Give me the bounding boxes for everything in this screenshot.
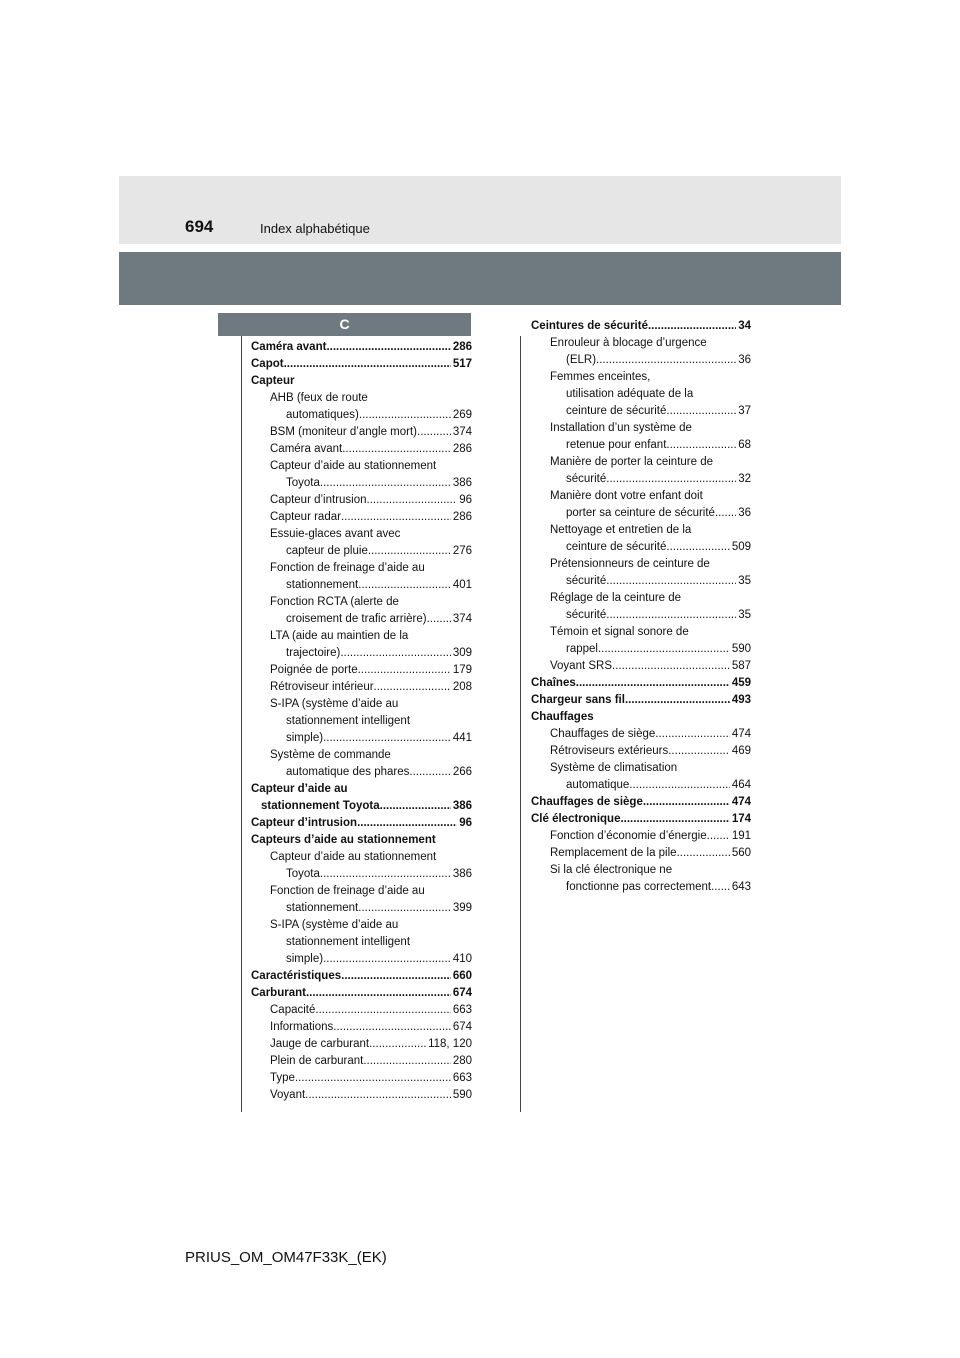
index-entry-term: BSM (moniteur d’angle mort) (270, 426, 417, 438)
index-entry-page: 309 (452, 647, 472, 659)
chapter-band (119, 252, 841, 305)
index-entry-page: 269 (452, 409, 472, 421)
index-entry-term: ceinture de sécurité (566, 405, 667, 417)
index-entry (531, 658, 751, 675)
index-entry (531, 437, 751, 454)
dot-leader (358, 662, 451, 679)
index-entry (531, 488, 751, 505)
index-entry-term: Rétroviseurs extérieurs (550, 745, 669, 757)
index-entry (531, 777, 751, 794)
left-column-rule (241, 336, 242, 1112)
index-entry-term: Voyant SRS (550, 660, 613, 672)
index-entry-page: 386 (452, 477, 472, 489)
index-entry-page: 459 (731, 677, 751, 689)
index-entry-page: 179 (452, 664, 472, 676)
index-entry-term: Poignée de porte (270, 664, 358, 676)
index-entry-term: rappel (566, 643, 598, 655)
index-entry (251, 390, 472, 407)
index-entry-page: 674 (452, 1021, 472, 1033)
index-entry-term: Caméra avant (270, 443, 343, 455)
index-entry (251, 611, 472, 628)
index-entry-term: Capot (251, 358, 284, 370)
index-entry (251, 577, 472, 594)
index-entry (531, 420, 751, 437)
index-entry-term: Chauffages (531, 711, 594, 723)
dot-leader (342, 441, 451, 458)
index-entry (251, 339, 472, 356)
dot-leader (326, 339, 450, 356)
index-entry-page: 386 (452, 800, 472, 812)
index-entry (531, 760, 751, 777)
dot-leader (606, 471, 736, 488)
dot-leader (341, 968, 451, 985)
index-entry-page: 36 (738, 354, 751, 366)
index-entry-term: Système de commande (270, 749, 391, 761)
dot-leader (668, 743, 730, 760)
index-entry-term: Système de climatisation (550, 762, 678, 774)
index-entry-term: Fonction d’économie d’énergie (550, 830, 707, 842)
index-entry-term: stationnement (286, 579, 359, 591)
dot-leader (357, 815, 457, 832)
dot-leader (306, 985, 451, 1002)
index-entry-page: 469 (731, 745, 751, 757)
index-entry (251, 1070, 472, 1087)
index-entry-page: 643 (731, 881, 751, 893)
dot-leader (677, 845, 730, 862)
index-entry-term: Clé électronique (531, 813, 621, 825)
index-entry-page: 266 (452, 766, 472, 778)
dot-leader (409, 764, 450, 781)
index-entry (251, 543, 472, 560)
index-entry-page: 663 (452, 1004, 472, 1016)
index-entry-page: 587 (731, 660, 751, 672)
index-entry-term: Si la clé électronique ne (550, 864, 673, 876)
index-entry-term: AHB (feux de route (270, 392, 368, 404)
index-entry-term: automatique (566, 779, 630, 791)
index-entry-page: 96 (459, 494, 472, 506)
index-entry-term: automatiques) (286, 409, 359, 421)
index-entry (251, 628, 472, 645)
dot-leader (606, 573, 736, 590)
index-entry-term: trajectoire) (286, 647, 341, 659)
index-entry (251, 985, 472, 1002)
index-entry (531, 675, 751, 692)
index-entry-page: 280 (452, 1055, 472, 1067)
index-entry (251, 1002, 472, 1019)
index-entry-term: croisement de trafic arrière) (286, 613, 427, 625)
index-entry-page: 174 (731, 813, 751, 825)
index-entry (531, 556, 751, 573)
index-entry-term: Informations (270, 1021, 334, 1033)
index-entry-term: Chargeur sans fil (531, 694, 625, 706)
page-number: 694 (185, 217, 214, 236)
index-entry-term: Toyota (286, 477, 320, 489)
dot-leader (358, 900, 451, 917)
index-entry-page: 286 (452, 341, 472, 353)
index-entry-page: 660 (452, 970, 472, 982)
index-entry (251, 968, 472, 985)
index-entry (531, 726, 751, 743)
index-entry (251, 900, 472, 917)
index-entry-page: 96 (459, 817, 472, 829)
index-entry (251, 475, 472, 492)
index-entry-term: sécurité (566, 575, 607, 587)
index-entry-page: 560 (731, 847, 751, 859)
index-entry-term: (ELR) (566, 354, 597, 366)
dot-leader (596, 352, 736, 369)
dot-leader (612, 658, 730, 675)
index-entry (251, 1036, 472, 1053)
index-entry-term: Jauge de carburant (270, 1038, 370, 1050)
right-column-rule (520, 336, 521, 1112)
index-entry (531, 471, 751, 488)
dot-leader (341, 509, 451, 526)
index-entry (251, 832, 472, 849)
index-entry (531, 352, 751, 369)
dot-leader (427, 611, 451, 628)
dot-leader (666, 539, 729, 556)
dot-leader (305, 1087, 451, 1104)
index-entry (251, 934, 472, 951)
index-entry-page: 474 (731, 728, 751, 740)
index-entry-page: 208 (452, 681, 472, 693)
index-entry-term: sécurité (566, 609, 607, 621)
index-entry-term: capteur de pluie (286, 545, 368, 557)
index-entry-term: Capteur (251, 375, 295, 387)
index-entry (531, 573, 751, 590)
index-entry-page: 286 (452, 443, 472, 455)
dot-leader (643, 794, 730, 811)
index-entry (531, 709, 751, 726)
index-entry-term: Ceintures de sécurité (531, 320, 648, 332)
dot-leader (629, 777, 730, 794)
index-entry-term: Enrouleur à blocage d’urgence (550, 337, 707, 349)
index-entry-term: Chaînes (531, 677, 576, 689)
dot-leader (340, 645, 450, 662)
index-entry-term: LTA (aide au maintien de la (270, 630, 409, 642)
index-entry-page: 590 (731, 643, 751, 655)
index-entry-page: 517 (452, 358, 472, 370)
dot-leader (711, 879, 730, 896)
dot-leader (323, 951, 451, 968)
index-entry-term: porter sa ceinture de sécurité (566, 507, 715, 519)
index-entry (251, 441, 472, 458)
index-entry (531, 862, 751, 879)
index-entry-page: 509 (731, 541, 751, 553)
index-entry (251, 509, 472, 526)
index-entry (251, 951, 472, 968)
dot-leader (666, 437, 736, 454)
index-entry-term: stationnement intelligent (286, 936, 411, 948)
index-entry (251, 679, 472, 696)
dot-leader (320, 866, 451, 883)
dot-leader (655, 726, 730, 743)
index-entry-term: Toyota (286, 868, 320, 880)
index-entry (531, 879, 751, 896)
dot-leader (295, 1070, 451, 1087)
index-entry (251, 424, 472, 441)
index-entry (251, 798, 472, 815)
index-entry-page: 118, 120 (428, 1038, 472, 1050)
index-entry-page: 663 (452, 1072, 472, 1084)
index-entry-term: Fonction de freinage d’aide au (270, 562, 425, 574)
dot-leader (363, 1053, 450, 1070)
index-entry (251, 883, 472, 900)
document-code: PRIUS_OM_OM47F33K_(EK) (185, 1249, 387, 1266)
index-entry (251, 696, 472, 713)
index-entry (251, 1019, 472, 1036)
index-entry (251, 815, 472, 832)
index-entry-page: 374 (452, 613, 472, 625)
dot-leader (367, 492, 458, 509)
index-entry-term: stationnement intelligent (286, 715, 411, 727)
dot-leader (284, 356, 451, 373)
index-entry-page: 36 (738, 507, 751, 519)
index-entry-term: Essuie-glaces avant avec (270, 528, 401, 540)
dot-leader (333, 1019, 451, 1036)
dot-leader (380, 798, 451, 815)
dot-leader (648, 318, 736, 335)
dot-leader (707, 828, 730, 845)
index-entry-term: Manière dont votre enfant doit (550, 490, 703, 502)
index-column-left (251, 339, 472, 1104)
index-entry (251, 373, 472, 390)
index-entry (251, 594, 472, 611)
section-letter-tab: C (218, 313, 471, 336)
index-entry-page: 37 (738, 405, 751, 417)
index-entry-term: Carburant (251, 987, 306, 999)
index-entry-term: Manière de porter la ceinture de (550, 456, 714, 468)
index-entry-page: 35 (738, 609, 751, 621)
index-entry-page: 399 (452, 902, 472, 914)
index-entry-page: 401 (452, 579, 472, 591)
index-entry-term: Chauffages de siège (550, 728, 656, 740)
dot-leader (620, 811, 729, 828)
index-entry (251, 407, 472, 424)
header-band (119, 176, 841, 244)
index-entry (531, 624, 751, 641)
index-entry-page: 34 (738, 320, 751, 332)
index-entry-page: 441 (452, 732, 472, 744)
index-entry-term: ceinture de sécurité (566, 541, 667, 553)
page-title: Index alphabétique (260, 221, 370, 236)
index-entry (531, 811, 751, 828)
index-entry-term: fonctionne pas correctement (566, 881, 712, 893)
index-entry-page: 68 (738, 439, 751, 451)
index-entry (531, 828, 751, 845)
index-entry (251, 492, 472, 509)
index-entry (531, 845, 751, 862)
dot-leader (417, 424, 451, 441)
index-entry-term: Réglage de la ceinture de (550, 592, 682, 604)
dot-leader (359, 407, 451, 424)
index-entry-page: 35 (738, 575, 751, 587)
index-entry-term: Chauffages de siège (531, 796, 643, 808)
index-entry-term: automatique des phares (286, 766, 410, 778)
dot-leader (374, 679, 451, 696)
index-entry (251, 866, 472, 883)
index-entry-term: Capteur radar (270, 511, 341, 523)
index-entry (531, 794, 751, 811)
index-entry-page: 674 (452, 987, 472, 999)
index-entry (531, 335, 751, 352)
index-entry-term: utilisation adéquate de la (566, 388, 694, 400)
index-entry-term: Remplacement de la pile (550, 847, 677, 859)
dot-leader (576, 675, 730, 692)
index-entry-term: S-IPA (système d’aide au (270, 698, 399, 710)
dot-leader (358, 577, 451, 594)
index-entry (251, 713, 472, 730)
dot-leader (315, 1002, 450, 1019)
index-entry-term: Capteur d’intrusion (251, 817, 358, 829)
index-entry-term: sécurité (566, 473, 607, 485)
index-entry (251, 526, 472, 543)
index-entry (251, 781, 472, 798)
index-entry (531, 607, 751, 624)
index-entry-term: simple) (286, 732, 324, 744)
dot-leader (320, 475, 451, 492)
index-entry-page: 276 (452, 545, 472, 557)
dot-leader (598, 641, 730, 658)
index-entry-page: 464 (731, 779, 751, 791)
index-entry-term: Voyant (270, 1089, 306, 1101)
dot-leader (715, 505, 736, 522)
index-entry-term: Caractéristiques (251, 970, 342, 982)
index-entry (251, 849, 472, 866)
index-entry-page: 590 (452, 1089, 472, 1101)
index-entry-term: Capteur d’aide au (251, 783, 348, 795)
index-entry (251, 764, 472, 781)
index-entry (251, 560, 472, 577)
index-entry-term: simple) (286, 953, 324, 965)
index-entry-page: 386 (452, 868, 472, 880)
index-column-right (531, 318, 751, 896)
index-entry-term: stationnement Toyota (261, 800, 380, 812)
index-entry (531, 641, 751, 658)
index-entry-term: Fonction de freinage d’aide au (270, 885, 425, 897)
index-entry-page: 493 (731, 694, 751, 706)
index-entry-term: Capacité (270, 1004, 316, 1016)
index-entry-page: 32 (738, 473, 751, 485)
index-entry (531, 539, 751, 556)
index-entry-term: Prétensionneurs de ceinture de (550, 558, 710, 570)
index-entry-term: Fonction RCTA (alerte de (270, 596, 399, 608)
index-entry (531, 522, 751, 539)
index-entry (531, 692, 751, 709)
index-entry (251, 1087, 472, 1104)
index-entry (251, 747, 472, 764)
index-entry (531, 386, 751, 403)
index-entry (531, 369, 751, 386)
index-entry (251, 356, 472, 373)
index-entry-page: 474 (731, 796, 751, 808)
index-entry (251, 1053, 472, 1070)
index-entry-term: Caméra avant (251, 341, 327, 353)
index-entry (531, 403, 751, 420)
dot-leader (323, 730, 451, 747)
index-entry-term: Installation d’un système de (550, 422, 692, 434)
index-entry-term: S-IPA (système d’aide au (270, 919, 399, 931)
index-entry (251, 458, 472, 475)
dot-leader (369, 1036, 426, 1053)
index-entry-term: stationnement (286, 902, 359, 914)
index-entry (251, 730, 472, 747)
index-entry (531, 454, 751, 471)
dot-leader (625, 692, 730, 709)
index-entry-term: Femmes enceintes, (550, 371, 651, 383)
index-entry-page: 410 (452, 953, 472, 965)
index-entry-term: Capteur d’aide au stationnement (270, 851, 437, 863)
index-entry (251, 645, 472, 662)
index-entry-term: Capteur d’aide au stationnement (270, 460, 437, 472)
index-entry (251, 662, 472, 679)
index-entry-term: Témoin et signal sonore de (550, 626, 689, 638)
index-entry-term: Plein de carburant (270, 1055, 364, 1067)
index-entry (251, 917, 472, 934)
index-entry-term: Rétroviseur intérieur (270, 681, 374, 693)
index-entry-term: Nettoyage et entretien de la (550, 524, 692, 536)
index-entry-term: Capteur d’intrusion (270, 494, 367, 506)
index-entry-page: 374 (452, 426, 472, 438)
dot-leader (606, 607, 736, 624)
index-entry (531, 318, 751, 335)
index-entry-term: Capteurs d’aide au stationnement (251, 834, 436, 846)
index-entry (531, 505, 751, 522)
index-entry-page: 191 (731, 830, 751, 842)
index-entry (531, 743, 751, 760)
index-entry (531, 590, 751, 607)
index-entry-page: 286 (452, 511, 472, 523)
dot-leader (368, 543, 451, 560)
dot-leader (666, 403, 736, 420)
index-entry-term: retenue pour enfant (566, 439, 667, 451)
index-entry-term: Type (270, 1072, 295, 1084)
